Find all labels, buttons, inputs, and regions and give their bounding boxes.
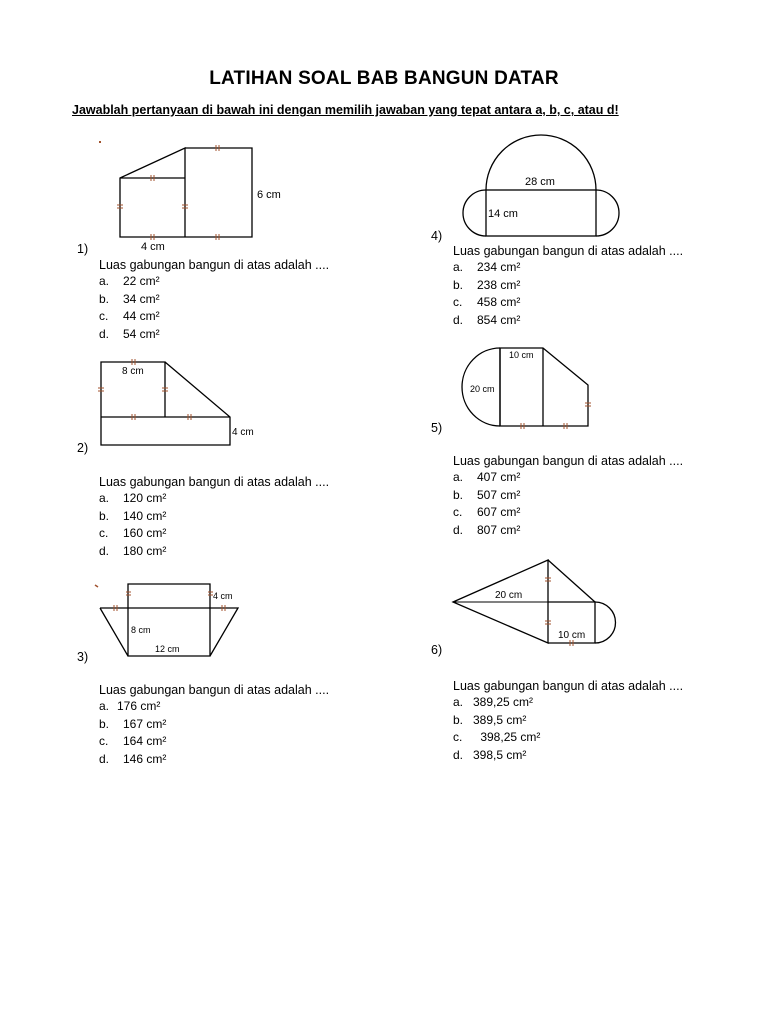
figure-3 — [95, 578, 255, 663]
question-4-number: 4) — [431, 229, 443, 243]
question-4-prompt: Luas gabungan bangun di atas adalah .... — [453, 244, 684, 258]
option-b[interactable]: b. 389,5 cm² — [453, 712, 527, 727]
option-d[interactable]: d. 854 cm² — [453, 312, 521, 327]
figure-2-label-right: 4 cm — [232, 427, 254, 438]
option-b[interactable]: b. 238 cm² — [453, 277, 521, 292]
option-c[interactable]: c. 398,25 cm² — [453, 730, 541, 744]
instruction: Jawablah pertanyaan di bawah ini dengan memilih jawaban yang tepat antara a, b, c, atau d! — [72, 103, 619, 117]
figure-6 — [450, 555, 630, 650]
figure-2 — [95, 355, 265, 450]
question-2-prompt: Luas gabungan bangun di atas adalah .... — [99, 475, 330, 489]
question-3-prompt: Luas gabungan bangun di atas adalah .... — [99, 683, 330, 697]
question-2-options — [99, 490, 166, 560]
option-c[interactable]: c. 458 cm² — [453, 295, 521, 309]
question-6-options — [453, 694, 540, 764]
figure-4-label-top: 28 cm — [525, 176, 555, 188]
figure-2-label-top: 8 cm — [122, 366, 144, 377]
figure-6-label-bottom: 10 cm — [558, 630, 586, 641]
option-d[interactable]: d. 54 cm² — [99, 326, 160, 341]
option-c[interactable]: c. 164 cm² — [99, 734, 167, 748]
figure-4-label-side: 14 cm — [488, 208, 518, 220]
option-b[interactable]: b. 34 cm² — [99, 291, 160, 306]
option-b[interactable]: b. 507 cm² — [453, 487, 521, 502]
figure-3-label-side: 4 cm — [213, 591, 233, 601]
figure-3-label-height: 8 cm — [131, 625, 151, 635]
question-1-number: 1) — [77, 242, 89, 256]
page-title: LATIHAN SOAL BAB BANGUN DATAR — [209, 68, 559, 89]
option-c[interactable]: c. 44 cm² — [99, 309, 160, 323]
question-3-options — [99, 698, 166, 768]
option-d[interactable]: d. 807 cm² — [453, 522, 521, 537]
figure-5-label-top: 10 cm — [509, 350, 534, 360]
question-3-number: 3) — [77, 650, 89, 664]
question-4-options — [453, 259, 520, 329]
option-d[interactable]: d. 180 cm² — [99, 543, 167, 558]
question-1-options — [99, 273, 160, 343]
option-a[interactable]: a. 389,25 cm² — [453, 695, 534, 709]
question-5-number: 5) — [431, 421, 443, 435]
option-a[interactable]: a. 176 cm² — [99, 699, 161, 713]
figure-5-label-diameter: 20 cm — [470, 384, 495, 394]
option-a[interactable]: a. 22 cm² — [99, 274, 160, 288]
question-5-prompt: Luas gabungan bangun di atas adalah .... — [453, 454, 684, 468]
option-b[interactable]: b. 167 cm² — [99, 716, 167, 731]
question-1-prompt: Luas gabungan bangun di atas adalah .... — [99, 258, 330, 272]
option-a[interactable]: a. 234 cm² — [453, 260, 521, 274]
figure-1-label-height: 6 cm — [257, 189, 281, 201]
question-6-number: 6) — [431, 643, 443, 657]
question-6-prompt: Luas gabungan bangun di atas adalah .... — [453, 679, 684, 693]
option-d[interactable]: d. 146 cm² — [99, 751, 167, 766]
question-5-options — [453, 469, 520, 539]
option-b[interactable]: b. 140 cm² — [99, 508, 167, 523]
figure-4 — [455, 138, 630, 243]
option-c[interactable]: c. 607 cm² — [453, 505, 521, 519]
figure-6-label-top: 20 cm — [495, 590, 523, 601]
option-a[interactable]: a. 407 cm² — [453, 470, 521, 484]
option-a[interactable]: a. 120 cm² — [99, 491, 167, 505]
figure-3-label-bottom: 12 cm — [155, 644, 180, 654]
question-2-number: 2) — [77, 441, 89, 455]
option-c[interactable]: c. 160 cm² — [99, 526, 167, 540]
figure-1 — [95, 140, 295, 255]
figure-5 — [455, 343, 605, 433]
figure-1-label-width: 4 cm — [141, 241, 165, 253]
option-d[interactable]: d. 398,5 cm² — [453, 747, 527, 762]
